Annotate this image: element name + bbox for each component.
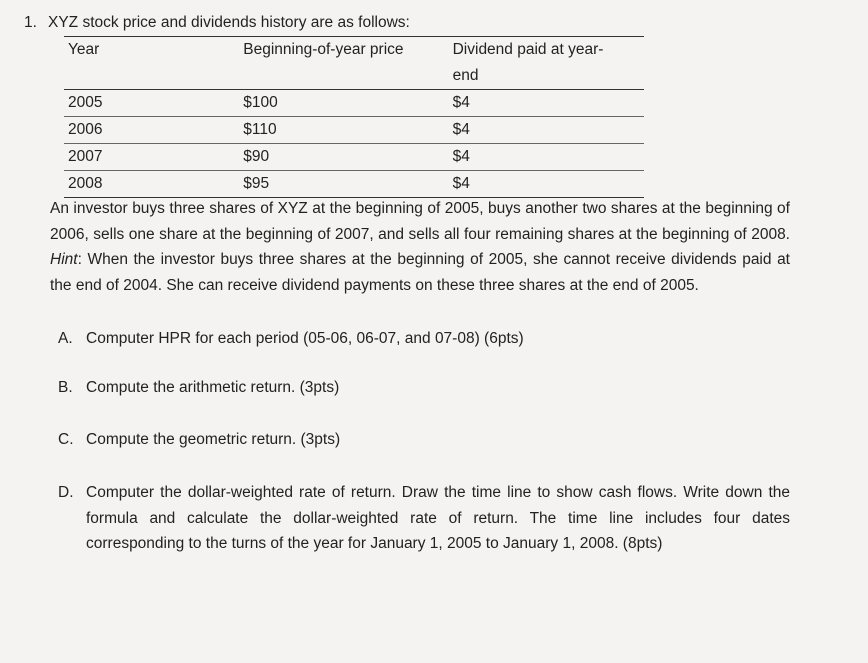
part-text: Compute the arithmetic return. (3pts) — [86, 379, 340, 396]
part-text: Computer the dollar-weighted rate of return. Draw the time line to show cash flows. Write down the formula and calculate the dollar-weighted rate of return. The time line includes four dates corresponding to the turns of the year for January 1, 2005 to January 1, 2008. (8pts) — [86, 484, 790, 552]
cell-year: 2007 — [64, 144, 239, 171]
part-label: A. — [58, 330, 73, 347]
part-label: B. — [58, 379, 73, 396]
cell-year: 2006 — [64, 117, 239, 144]
question-number: 1. — [24, 14, 37, 31]
hint-label: Hint — [50, 251, 78, 268]
table-row — [64, 90, 644, 117]
question-intro: XYZ stock price and dividends history are as follows: — [48, 14, 410, 31]
header-year: Year — [64, 37, 239, 90]
part-label: D. — [58, 484, 74, 501]
table-row — [64, 144, 644, 171]
cell-price: $95 — [239, 171, 448, 198]
header-dividend — [449, 37, 644, 90]
table-header-row — [64, 37, 644, 90]
cell-year: 2008 — [64, 171, 239, 198]
header-price: Beginning-of-year price — [239, 37, 448, 90]
cell-price: $110 — [239, 117, 448, 144]
cell-dividend: $4 — [449, 144, 644, 171]
paragraph-text-1: An investor buys three shares of XYZ at the beginning of 2005, buys another two shares at the beginning of 2006, sells one share at the beginning of 2007, and sells all four remaining shares at the beginning of 2008. — [50, 200, 790, 243]
cell-dividend: $4 — [449, 117, 644, 144]
part-text: Compute the geometric return. (3pts) — [86, 431, 341, 448]
cell-dividend: $4 — [449, 171, 644, 198]
cell-dividend: $4 — [449, 90, 644, 117]
question-heading — [24, 14, 410, 32]
cell-price: $100 — [239, 90, 448, 117]
price-dividend-table — [64, 36, 644, 198]
part-a — [58, 326, 790, 352]
table-row — [64, 171, 644, 198]
part-label: C. — [58, 431, 74, 448]
paragraph-text-2: : When the investor buys three shares at the beginning of 2005, she cannot receive dividends paid at the end of 2004. She can receive dividend payments on these three shares at the end of 2005. — [50, 251, 790, 294]
table-row — [64, 117, 644, 144]
header-dividend-line2: end — [452, 67, 479, 84]
problem-paragraph — [50, 196, 790, 298]
cell-price: $90 — [239, 144, 448, 171]
part-b — [58, 375, 790, 401]
part-d — [58, 480, 790, 557]
part-text: Computer HPR for each period (05-06, 06-07, and 07-08) (6pts) — [86, 330, 524, 347]
header-dividend-line1: Dividend paid at year- — [452, 41, 604, 58]
cell-year: 2005 — [64, 90, 239, 117]
part-c — [58, 427, 790, 453]
